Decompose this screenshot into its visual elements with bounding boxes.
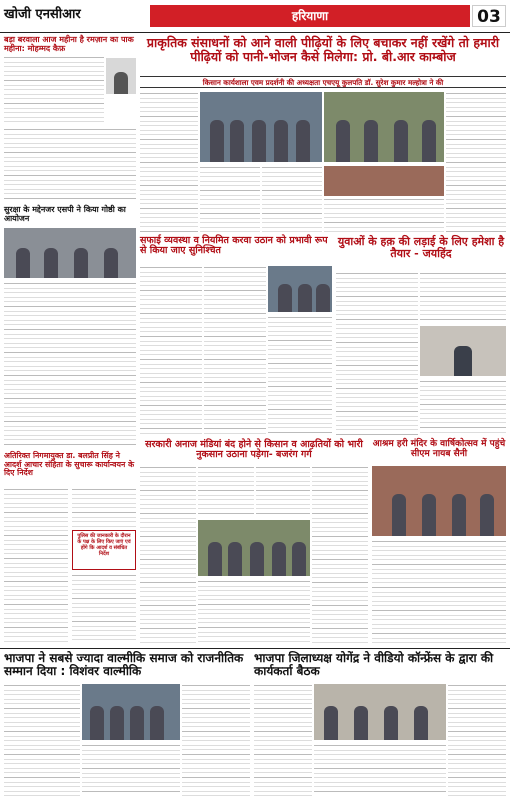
rajan-body: [4, 56, 104, 126]
main-headline: प्राकृतिक संसाधनों को आने वाली पीढ़ियों के लिए बचाकर नहीं रखेंगे तो हमारी पीढ़ियों को पानी-भोजन कैसे मिलेगा: प्रो. बी.आर काम्बोज: [146, 35, 500, 64]
grain-body-col2: [198, 466, 254, 516]
main-photo-2: [324, 92, 444, 162]
main-body-col4: [446, 92, 506, 232]
official-headline: अतिरिक्त निगमायुक्त डा. बलप्रीत सिंह ने आदर्श आचार संहिता के सुचारू कार्यान्वयन के दिए निर्देश: [4, 451, 135, 478]
main-body-col5: [324, 198, 444, 232]
main-body-col2: [200, 166, 260, 232]
clean-body-col1: [140, 266, 202, 436]
grain-photo: [198, 520, 310, 576]
author-photo: [106, 58, 136, 94]
cleanliness-headline: सफाई व्यवस्था व नियमित करवा उठान को प्रभावी रूप से किया जाए सुनिश्चित: [140, 235, 328, 257]
grain-body-col4: [198, 580, 310, 644]
official-body-col3: [72, 574, 136, 644]
ashram-body: [372, 540, 506, 644]
security-photo: [4, 228, 136, 278]
ashram-photo: [372, 466, 506, 536]
valmiki-body-col3: [182, 684, 250, 796]
valmiki-headline: भाजपा ने सबसे ज्यादा वाल्मीकि समाज को राजनीतिक सम्मान दिया : विशंवर वाल्मीकि: [4, 651, 244, 679]
rajan-body-2: [4, 128, 136, 200]
clean-photo: [268, 266, 332, 312]
valmiki-body-col2: [82, 744, 180, 796]
ashram-headline: आश्रम हरी मंदिर के वार्षिकोत्सव में पहुंचे सीएम नायब सैनी: [372, 439, 506, 459]
header-rule: [0, 32, 510, 33]
youth-body-col3: [420, 380, 506, 436]
bjp-video-headline: भाजपा जिलाध्यक्ष योगेंद्र ने वीडियो कॉन्फ्रेंस के द्वारा की कार्यकर्ता बैठक: [254, 651, 494, 679]
youth-body-col1: [336, 272, 418, 436]
main-photo-1: [200, 92, 322, 162]
youth-headline: युवाओं के हक़ की लड़ाई के लिए हमेशा है तैयार - जयहिंद: [337, 235, 505, 261]
grain-body-col1: [140, 466, 196, 644]
main-body-col3: [262, 166, 322, 232]
section-banner: हरियाणा: [150, 5, 470, 27]
grain-body-col5: [312, 466, 368, 644]
youth-photo: [420, 326, 506, 376]
grain-body-col3: [256, 466, 310, 516]
official-body-col2: [72, 488, 136, 528]
security-body: [4, 282, 136, 448]
main-body-col1: [140, 92, 198, 232]
bjp-photo-grid: [314, 684, 446, 740]
bottom-rule: [0, 648, 510, 649]
bjp-body-col1: [254, 684, 312, 796]
page-number: 03: [472, 5, 506, 27]
grain-headline: सरकारी अनाज मंडियां बंद होने से किसान व आढ़तियों को भारी नुकसान उठाना पड़ेगा- बजरंग गर्ग: [145, 439, 363, 461]
youth-body-col2: [420, 272, 506, 322]
brand-name: खोजी एनसीआर: [4, 7, 81, 22]
main-photo-3: [324, 166, 444, 196]
official-body-col1: [4, 488, 68, 644]
main-subheadline: किसान कार्यशाला एवम प्रदर्शनी की अध्यक्षता एचएयू कुलपति डॉ. सुरेश कुमार मल्होत्रा ने की: [140, 76, 506, 88]
valmiki-body-col1: [4, 684, 80, 796]
bjp-body-col2: [314, 744, 446, 796]
bjp-body-col3: [448, 684, 506, 796]
clean-body-col2: [204, 266, 266, 436]
clean-body-col3: [268, 316, 332, 436]
rajan-headline: बड़ा बरवाला आज महीना है रमज़ान का पाक महीना: मोहम्मद कैफ़: [4, 35, 134, 53]
masthead: [0, 0, 510, 32]
boxed-note: पुलिस की जानकारी के दौरान के पक्ष के लिए किए जाएं एवं होंगे कि आदर्श व संबंधित निर्देश: [72, 530, 136, 570]
valmiki-photo: [82, 684, 180, 740]
security-headline: सुरक्षा के मद्देनजर एसपी ने किया गोष्ठी का आयोजन: [4, 205, 126, 223]
